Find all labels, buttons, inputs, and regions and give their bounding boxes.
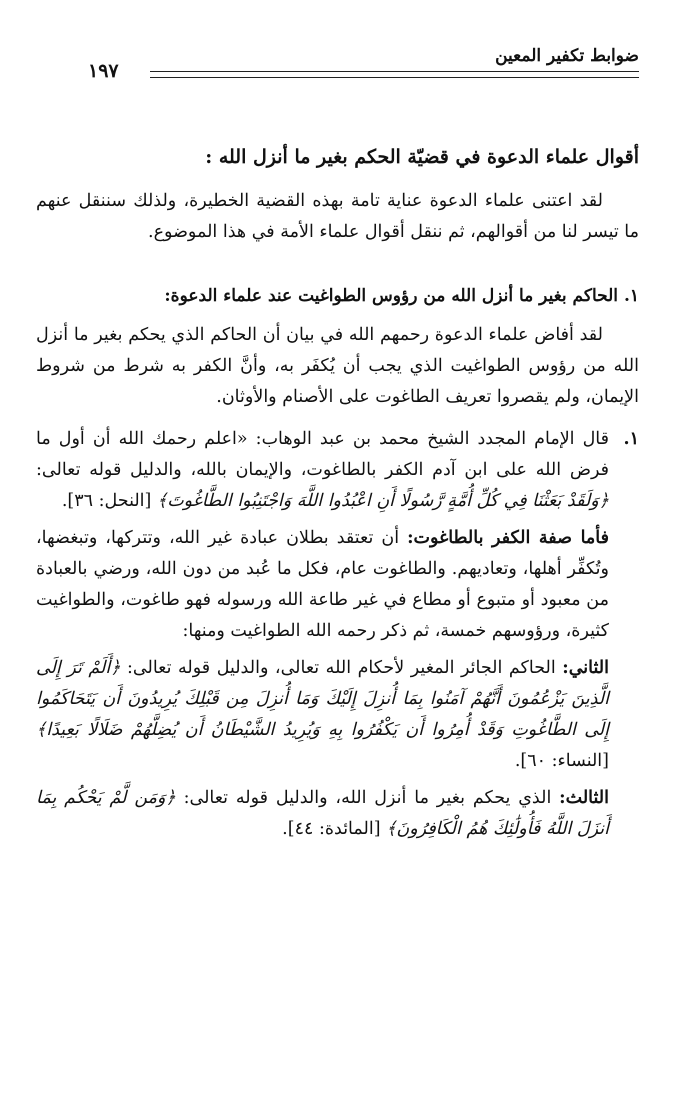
intro-paragraph: لقد اعتنى علماء الدعوة عناية تامة بهذه القضية الخطيرة، ولذلك سننقل عنهم ما تيسر لنا من أقوالهم، ثم ننقل أقوال علماء الأمة في هذا الموضوع. xyxy=(36,191,639,242)
verse-maidah-ref: [المائدة: ٤٤]. xyxy=(282,819,381,839)
second-text: الحاكم الجائر المغير لأحكام الله تعالى، والدليل قوله تعالى: xyxy=(127,658,556,678)
third-label: الثالث: xyxy=(559,788,609,808)
list-item-body xyxy=(36,424,609,851)
verse-maidah: ﴿وَمَن لَّمْ يَحْكُم بِمَا أَنزَلَ اللَّهُ فَأُولَٰئِكَ هُمُ الْكَافِرُونَ﴾ xyxy=(36,788,609,839)
list-item-number: ١. xyxy=(623,429,639,449)
third-taghut-block xyxy=(36,783,609,845)
subsection-title: الحاكم بغير ما أنزل الله من رؤوس الطواغيت عند علماء الدعوة: xyxy=(164,286,619,306)
running-header xyxy=(88,46,639,86)
verse-nisa-ref: [النساء: ٦٠]. xyxy=(514,751,609,771)
verse-nahl: ﴿وَلَقَدْ بَعَثْنَا فِي كُلِّ أُمَّةٍ رَّسُولًا أَنِ اعْبُدُوا اللَّهَ وَاجْتَنِبُوا الطَّاغُوتَ﴾ xyxy=(156,491,609,511)
section-heading: أقوال علماء الدعوة في قضيّة الحكم بغير ما أنزل الله : xyxy=(205,146,639,168)
page-number: ١٩٧ xyxy=(88,60,119,82)
subsection-paragraph: لقد أفاض علماء الدعوة رحمهم الله في بيان أن الحاكم الذي يحكم بغير ما أنزل الله من رؤوس الطواغيت الذي يجب أن يُكفَر به، وأنَّ الكفر به شرط من شروط الإيمان، ولم يقصروا تعريف الطاغوت على الأصنام والأوثان. xyxy=(36,325,639,407)
subsection-heading xyxy=(36,286,639,306)
quote-intro: قال الإمام المجدد الشيخ محمد بن عبد الوهاب: «اعلم رحمك الله أن أول ما فرض الله على ابن آدم الكفر بالطاغوت، والإيمان بالله، والدليل قوله تعالى: xyxy=(36,429,609,480)
header-rule xyxy=(150,71,639,78)
kufr-label: فأما صفة الكفر بالطاغوت: xyxy=(407,528,609,548)
kufr-block xyxy=(36,523,609,647)
second-taghut-block xyxy=(36,653,609,777)
verse-nisa: ﴿أَلَمْ تَرَ إِلَى الَّذِينَ يَزْعُمُونَ أَنَّهُمْ آمَنُوا بِمَا أُنزِلَ إِلَيْكَ وَمَا أُنزِلَ مِن قَبْلِكَ يُرِيدُونَ أَن يَتَحَاكَمُوا إِلَى الطَّاغُوتِ وَقَدْ أُمِرُوا أَن يَكْفُرُوا بِهِ وَيُرِيدُ الشَّيْطَانُ أَن يُضِلَّهُمْ ضَلَالًا بَعِيدًا﴾ xyxy=(36,658,609,740)
header-title: ضوابط تكفير المعين xyxy=(495,46,639,66)
second-label: الثاني: xyxy=(562,658,609,678)
third-text: الذي يحكم بغير ما أنزل الله، والدليل قوله تعالى: xyxy=(183,788,552,808)
quote-block xyxy=(36,424,609,517)
subsection-number: ١. xyxy=(623,286,639,306)
kufr-text: أن تعتقد بطلان عبادة غير الله، وتتركها، وتبغضها، وتُكفِّر أهلها، وتعاديهم. والطاغوت عام، فكل ما عُبد من دون الله، ورضي بالعبادة من معبود أو متبوع أو مطاع في غير طاعة الله ورسوله فهو طاغوت، والطواغيت كثيرة، ورؤوسهم خمسة، ثم ذكر رحمه الله الطواغيت ومنها: xyxy=(36,528,609,641)
verse-nahl-ref: [النحل: ٣٦]. xyxy=(61,491,152,511)
